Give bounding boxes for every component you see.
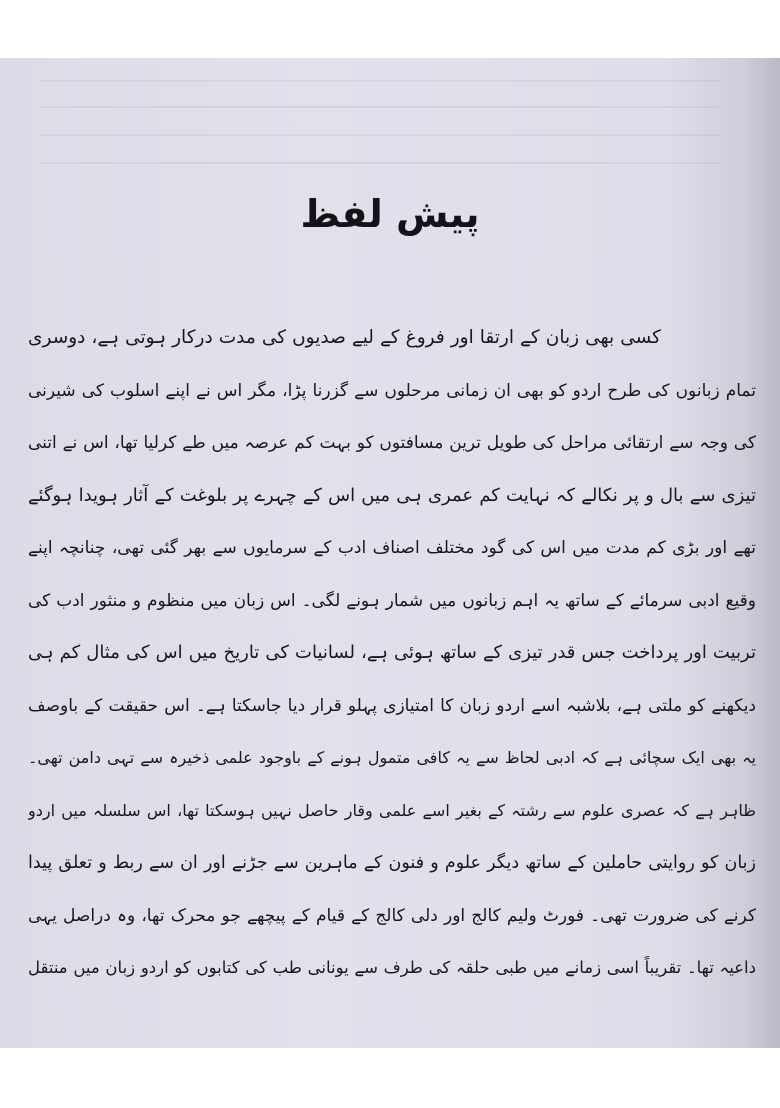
text-line: تربیت اور پرداخت جس قدر تیزی کے ساتھ ہوئی ہے، لسانیات کی تاریخ میں اس کی مثال کم ہی <box>28 642 756 663</box>
text-line: کرنے کی ضرورت تھی۔ فورٹ ولیم کالج اور دلی کالج کے قیام کے پیچھے جو محرک تھا، وہ دراصل یہی <box>28 905 756 926</box>
body-paragraph <box>28 312 756 995</box>
text-line: یہ بھی ایک سچائی ہے کہ ادبی لحاظ سے یہ کافی متمول ہونے کے باوجود علمی ذخیرہ سے تہی دامن تھی۔ <box>28 748 756 767</box>
text-line: کسی بھی زبان کے ارتقا اور فروغ کے لیے صدیوں کی مدت درکار ہوتی ہے، دوسری <box>28 327 661 348</box>
text-line: ظاہر ہے کہ عصری علوم سے رشتہ کے بغیر اسے علمی وقار حاصل نہیں ہوسکتا تھا، اس سلسلہ میں اردو <box>28 800 756 820</box>
text-line: تیزی سے بال و پر نکالے کہ نہایت کم عمری ہی میں اس کے چہرے پر بلوغت کے آثار ہویدا ہوگئے <box>28 484 756 506</box>
bleed-through-line <box>40 80 720 82</box>
text-line: زبان کو روایتی حاملین کے ساتھ دیگر علوم و فنون کے ماہرین سے جڑنے اور ان سے ربط و تعلق پیدا <box>28 853 756 873</box>
bleed-through-line <box>40 162 720 164</box>
text-line: تمام زبانوں کی طرح اردو کو بھی ان زمانی مرحلوں سے گزرنا پڑا، مگر اس نے اپنے اسلوب کی شیرنی <box>28 380 756 401</box>
text-line: کی وجہ سے ارتقائی مراحل کی طویل ترین مسافتوں کو بہت کم عرصہ میں طے کرلیا تھا، اس نے اتنی <box>28 433 756 453</box>
text-line: تھے اور بڑی کم مدت میں اس کی گود مختلف اصناف ادب کے سرمایوں سے بھر گئی تھی، چنانچہ اپنے <box>28 538 756 558</box>
text-line: دیکھنے کو ملتی ہے، بلاشبہ اسے اردو زبان کا امتیازی پہلو قرار دیا جاسکتا ہے۔ اس حقیقت کے باوصف <box>28 695 756 716</box>
page-title: پیش لفظ <box>300 192 480 236</box>
bleed-through-line <box>40 106 720 108</box>
text-line: وقیع ادبی سرمائے کے ساتھ یہ اہم زبانوں میں شمار ہونے لگی۔ اس زبان میں منظوم و منثور ادب کی <box>28 590 756 611</box>
bleed-through-line <box>40 134 720 136</box>
text-line: داعیہ تھا۔ تقریباً اسی زمانے میں طبی حلقہ کی طرف سے یونانی طب کی کتابوں کو اردو زبان میں منتقل <box>28 958 756 977</box>
